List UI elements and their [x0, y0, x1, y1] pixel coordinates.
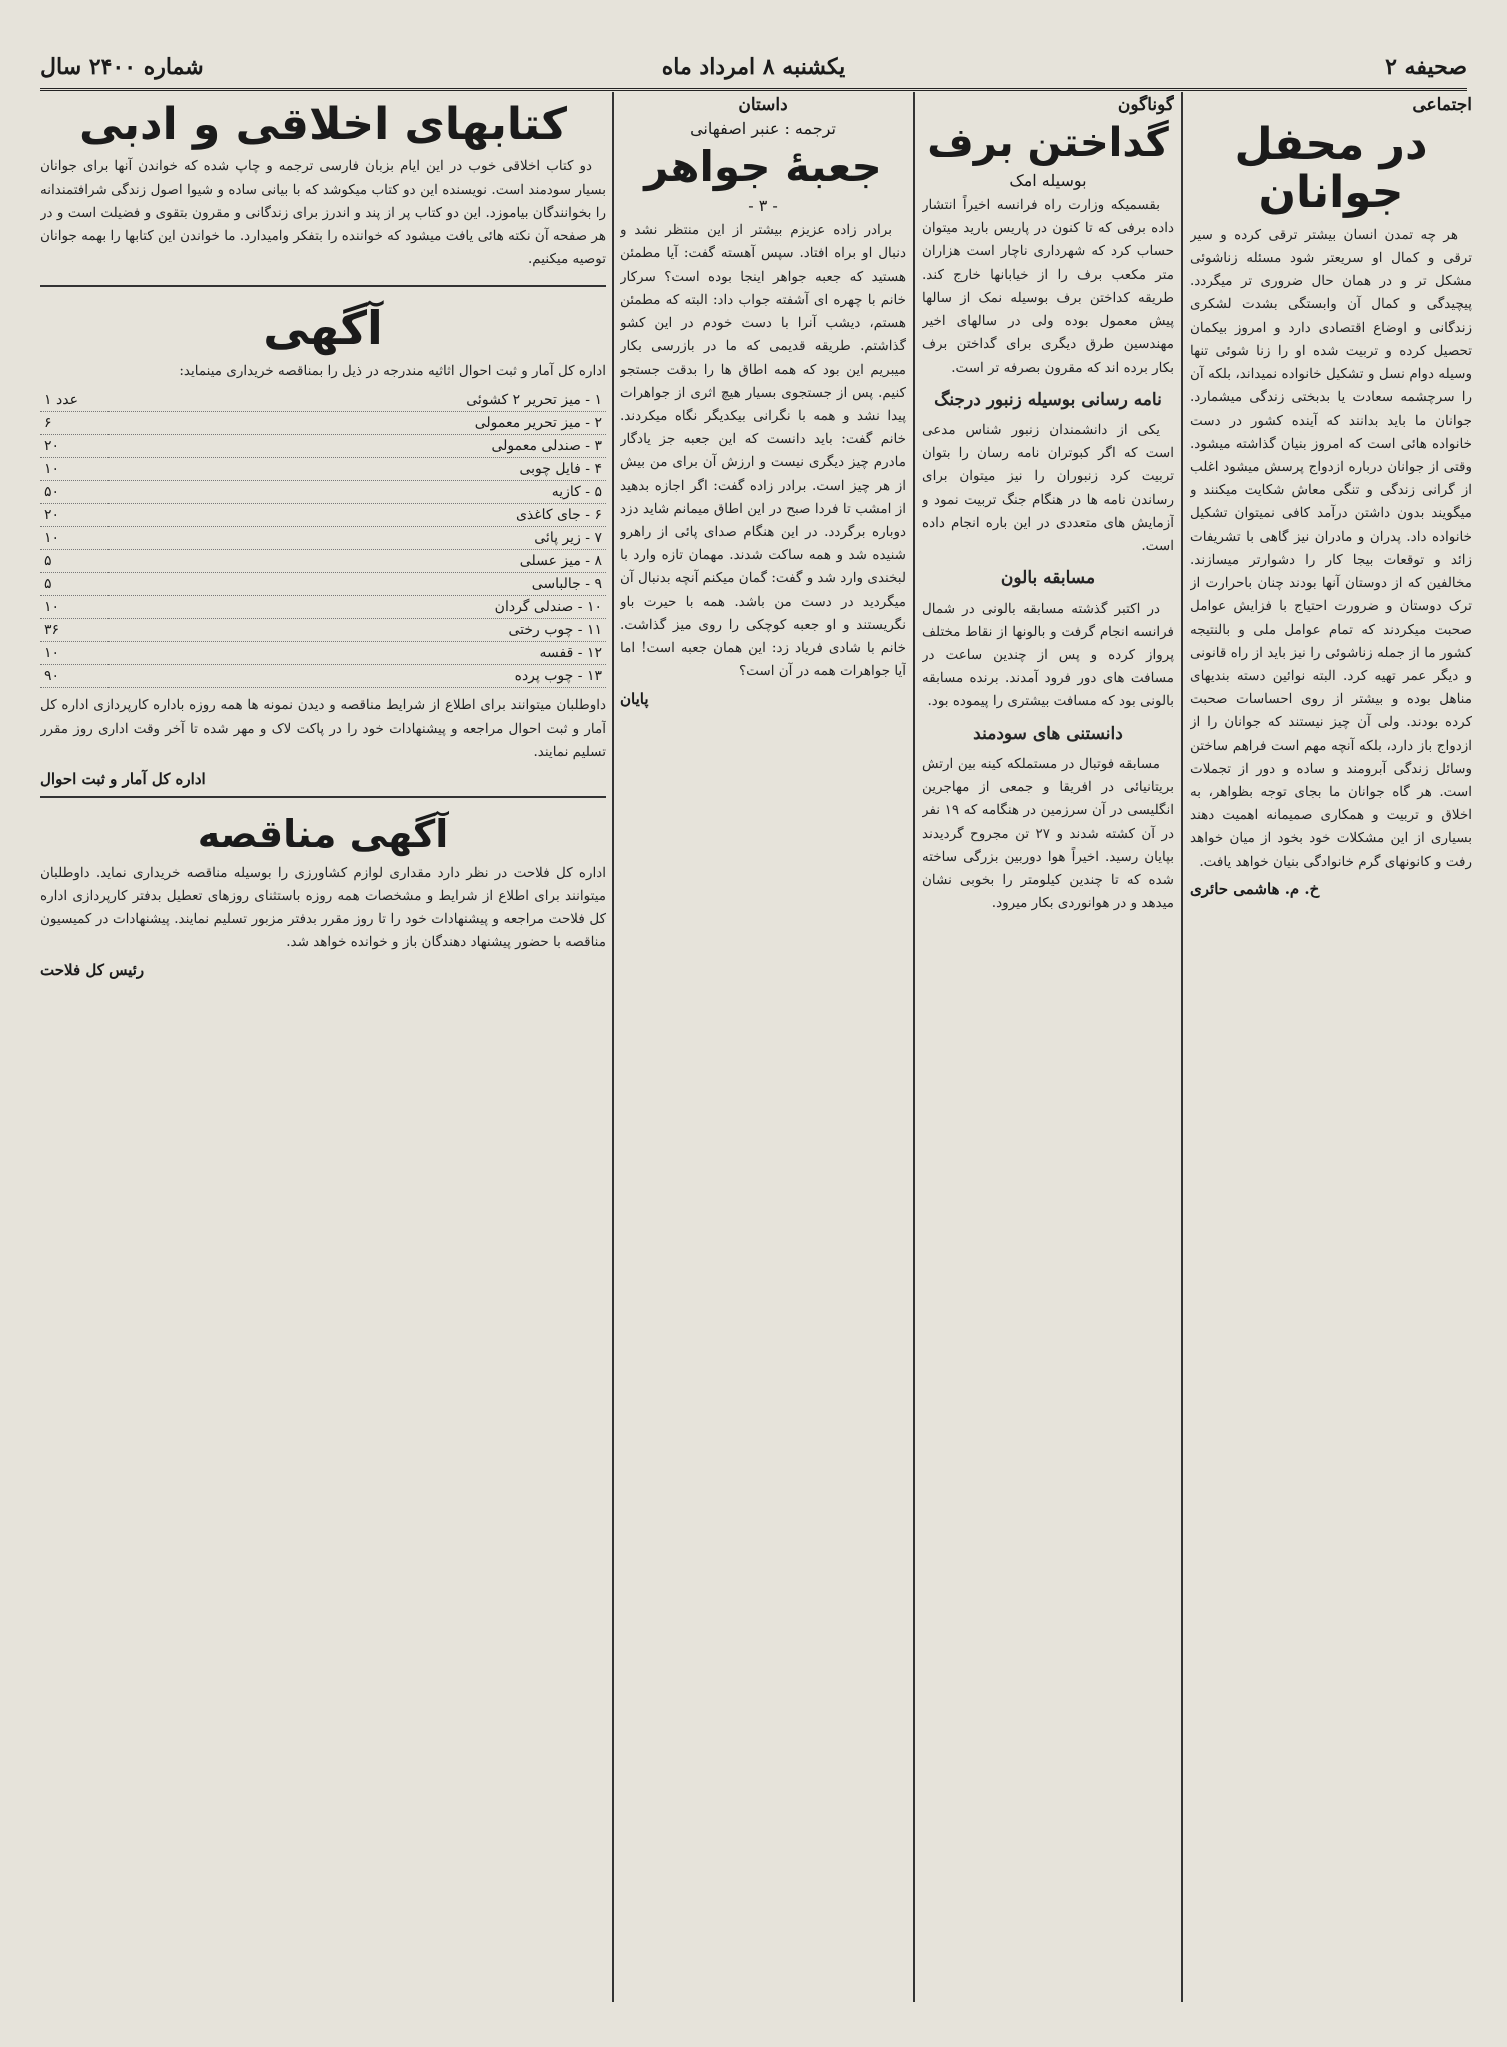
ad-signature: رئیس کل فلاحت [40, 960, 145, 979]
section-kicker: اجتماعی [1412, 95, 1472, 115]
part-number: - ۳ - [748, 196, 778, 216]
item-quantity: ۱۰ [40, 596, 108, 619]
table-row [40, 619, 606, 642]
article-paragraph: یکی از دانشمندان زنبور شناس مدعی است که اگر کبوتران نامه رسان را بتوان تربیت کرد زنبوران را نیز میتوان برای رساندن نامه ها در هنگام جنگ تربیت نمود و آزمایش های متعددی در این باره انجام داده است. [922, 421, 1174, 555]
item-quantity: ۶ [40, 412, 108, 435]
item-quantity: ۲۰ [40, 504, 108, 527]
article-paragraph: دو کتاب اخلاقی خوب در این ایام بزبان فارسی ترجمه و چاپ شده که خواندن آنها برای جوانان بسیار سودمند است. نویسنده این دو کتاب میکوشد که با بیانی ساده و شیوا اصول زندگی شرافتمندانه را بخوانندگان بیاموزد. این دو کتاب پر از پند و اندرز برای زندگانی و مقرون بتقوی و فضیلت است و در هر صفحه آن نکته هائی یافت میشود که خواننده را بتفکر وامیدارد. ما خواندن این کتابها را بهمه جوانان توصیه میکنیم. [40, 158, 606, 268]
table-row [40, 665, 606, 688]
article-title: کتابهای اخلاقی و ادبی [78, 99, 568, 150]
article-title: جعبهٔ جواهر [644, 142, 882, 191]
item-quantity: ۳۶ [40, 619, 108, 642]
column-story [620, 95, 906, 2000]
article-byline: بوسیله امک [1009, 171, 1087, 190]
agriculture-tender-ad [40, 808, 606, 987]
page-number: صحیفه ۲ [1385, 54, 1467, 80]
ad-text: اداره کل فلاحت در نظر دارد مقداری لوازم کشاورزی را بوسیله مناقصه خریداری نماید. داوطلبان میتوانند برای اطلاع از شرایط و مشخصات همه روزه باستثنای روزهای تعطیل بدفتر کارپردازی اداره کل فلاحت مراجعه و پیشنهادات خود را تا روز مقرر بدفتر مزبور تسلیم نمایند. پیشنهادات در کمیسیون مناقصه با حضور پیشنهاد دهندگان باز و خوانده خواهد شد. [40, 864, 606, 951]
item-quantity: ۵ [40, 573, 108, 596]
article-paragraph: هر چه تمدن انسان بیشتر ترقی کرده و سیر ترقی و کمال او سریعتر شود مسئله زناشوئی مشکل تر و در همان حال ضروری تر میگردد. پیچیدگی و کمال آن وابستگی بشدت لشکری زندگانی و اوضاع اقتصادی دارد و امروز بیکمان تحصیل کرده و تربیت شده او را زنا شوئی تنها وسیله دوام نسل و تشکیل خانواده نمیداند، بلکه آن را سرچشمه سعادت یا بدبختی زندگی میشمارد. جوانان ما باید بدانند که آینده کشور در دست خانواده هائی است که امروز بنیان گذاشته میشود. وقتی از جوانان درباره ازدواج پرسش میشود اغلب از گرانی زندگی و تنگی معاش شکایت میکنند و میگویند بدون داشتن درآمد کافی نمیتوان تشکیل خانواده داد. پدران و مادران نیز گاهی با تشریفات زائد و توقعات بیجا کار را دشوارتر میسازند. مخالفین که از دوستان آنها بودند چنان باحرارت از ترک دوستان و ضرورت احتیاج با فزایش عوامل صحبت میکردند که تمام عوامل ملی و بالنتیجه کشور ما از جمله زناشوئی را نیز باید از راه قانونی و دیگر عمر تهیه کرد. البته نوائین دسته بندیهای مناهل بوده و بیشتر از روی احساسات صحبت کرده بودند. ولی آن چیز نیستند که جوانان را از ازدواج باز دارد، بلکه آنچه مهم است فراهم ساختن وسائل زندگی آبرومند و ساده و دور از تجملات است. هر گاه جوانان ما بجای توجه بظواهر، به اخلاق و تربیت و همکاری صمیمانه اهمیت دهند بسیاری از این مشکلات خود بخود از میان خواهد رفت و کانونهای گرم خانوادگی بنیان خواهد یافت. [1190, 226, 1472, 870]
column-misc [922, 95, 1174, 2000]
article-body [922, 194, 1174, 915]
item-name: ۸ - میز عسلی [108, 550, 606, 573]
item-quantity: ۵۰ [40, 481, 108, 504]
item-quantity: ۹۰ [40, 665, 108, 688]
books-section [40, 95, 606, 287]
item-name: ۱ - میز تحریر ۲ کشوئی [108, 389, 606, 412]
article-byline: ترجمه : عنبر اصفهانی [690, 119, 836, 138]
issue-number: شماره ۲۴۰۰ سال [40, 54, 204, 80]
ad-heading: آگهی مناقصه [197, 811, 449, 856]
table-row [40, 550, 606, 573]
ad-heading: آگهی [263, 301, 383, 356]
column-social [1190, 95, 1472, 2000]
items-table [40, 389, 606, 688]
item-name: ۹ - جالباسی [108, 573, 606, 596]
item-quantity: ۲۰ [40, 435, 108, 458]
table-row [40, 412, 606, 435]
item-name: ۶ - جای کاغذی [108, 504, 606, 527]
column-rule [612, 92, 614, 2002]
column-rule [1181, 92, 1183, 2002]
item-quantity: ۵ [40, 550, 108, 573]
furniture-tender-ad [40, 297, 606, 797]
table-row [40, 504, 606, 527]
subheading: دانستنی های سودمند [973, 723, 1123, 744]
item-quantity: ۱۰ [40, 527, 108, 550]
article-paragraph: بقسمیکه وزارت راه فرانسه اخیراً انتشار داده برفی که تا کنون در پاریس بارید میتوان حساب کرد که شهرداری ناچار است هزاران متر مکعب برف را از خیابانها خارج کند. طریقه کداختن برف بوسیله نمک از سالها پیش معمول بوده ولی در سالهای اخیر مهندسین طرق دیگری برای گداختن برف بکار برده اند که مقرون بصرفه تر است. [922, 197, 1174, 376]
item-name: ۵ - کازیه [108, 481, 606, 504]
article-body [620, 219, 906, 683]
subheading: نامه رسانی بوسیله زنبور درجنگ [934, 389, 1162, 410]
article-title: در محفل جوانان [1234, 119, 1428, 219]
item-name: ۱۰ - صندلی گردان [108, 596, 606, 619]
issue-date: یکشنبه ۸ امرداد ماه [661, 54, 846, 80]
item-quantity: ۱ عدد [40, 389, 108, 412]
table-row [40, 389, 606, 412]
article-body [40, 155, 606, 271]
article-signature: خ. م. هاشمی حائری [1190, 879, 1320, 898]
page-header [40, 48, 1467, 91]
section-kicker: گوناگون [1117, 95, 1174, 115]
ad-text: داوطلبان میتوانند برای اطلاع از شرایط مناقصه و دیدن نمونه ها همه روزه باداره کارپردازی اداره کل آمار و ثبت احوال مراجعه و پیشنهادات خود را در پاکت لاک و مهر شده تا آخر وقت اداری روز مقرر تسلیم نمایند. [40, 697, 606, 760]
article-paragraph: مسابقه فوتبال در مستملکه کینه بین ارتش بریتانیائی در افریقا و جمعی از مهاجرین انگلیسی در آن سرزمین در هنگامه که ۱۹ نفر در آن کشته شدند و ۲۷ تن مجروح گردیدند بپایان رسید. اخیراً هوا دوربین بزرگی ساخته شده که تا چندین کیلومتر را بخوبی نشان میدهد و در هوانوردی بکار میرود. [922, 755, 1174, 912]
ad-signature: اداره کل آمار و ثبت احوال [40, 769, 206, 788]
item-name: ۷ - زیر پائی [108, 527, 606, 550]
item-name: ۱۳ - چوب پرده [108, 665, 606, 688]
article-paragraph: در اکتبر گذشته مسابقه بالونی در شمال فرانسه انجام گرفت و بالونها از نقاط مختلف پرواز کرده و پس از چندین ساعت در مسافت های دور فرود آمدند. برنده مسابقه بالونی بود که مسافت بیشتری را پیموده بود. [922, 600, 1174, 710]
column-books-ads [40, 95, 606, 2000]
section-kicker: داستان [738, 95, 788, 115]
column-rule [913, 92, 915, 2002]
table-row [40, 642, 606, 665]
item-name: ۴ - فایل چوبی [108, 458, 606, 481]
item-name: ۱۲ - قفسه [108, 642, 606, 665]
table-row [40, 596, 606, 619]
table-row [40, 573, 606, 596]
ad-intro: اداره کل آمار و ثبت احوال اثاثیه مندرجه در ذیل را بمناقصه خریداری مینماید: [179, 363, 606, 380]
table-row [40, 481, 606, 504]
table-row [40, 527, 606, 550]
table-row [40, 458, 606, 481]
item-quantity: ۱۰ [40, 458, 108, 481]
article-paragraph: برادر زاده عزیزم بیشتر از این منتظر نشد و دنبال او براه افتاد. سپس آهسته گفت: آیا مطمئن هستید که جعبه جواهر اینجا بوده است؟ سرکار خانم با چهره ای آشفته جواب داد: البته که مطمئن هستم، دیشب آنرا با دست خودم در این کشو گذاشتم. طریقه قدیمی که ما در بازرسی بکار میبریم این بود که همه اطاق ها را بدقت جستجو کنیم. پس از جستجوی بسیار هیچ اثری از جواهرات پیدا نشد و همه با نگرانی بیکدیگر نگاه میکردند. خانم گفت: باید دانست که این جعبه جز یادگار مادرم چیز دیگری نیست و ارزش آن برای من بیش از هر چیز است. برادر زاده گفت: اگر اجازه بدهید از امشب تا فردا صبح در این اطاق میمانم شاید دزد دوباره برگردد. در این هنگام صدای پائی از راهرو شنیده شد و همه ساکت شدند. مهمان تازه وارد با لبخندی وارد شد و گفت: گمان میکنم آنچه بدنبال آن میگردید در دست من باشد. همه با حیرت باو نگریستند و او جعبه کوچکی را روی میز گذاشت. خانم با شادی فریاد زد: این همان جعبه است! اما آیا جواهرات همه در آن است؟ [620, 222, 906, 680]
item-name: ۱۱ - چوب رختی [108, 619, 606, 642]
subheading: مسابقه بالون [1000, 568, 1096, 589]
item-name: ۳ - صندلی معمولی [108, 435, 606, 458]
article-title: گداختن برف [927, 120, 1169, 166]
item-quantity: ۱۰ [40, 642, 108, 665]
article-body [1190, 224, 1472, 874]
story-end: پایان [620, 689, 649, 708]
table-row [40, 435, 606, 458]
item-name: ۲ - میز تحریر معمولی [108, 412, 606, 435]
